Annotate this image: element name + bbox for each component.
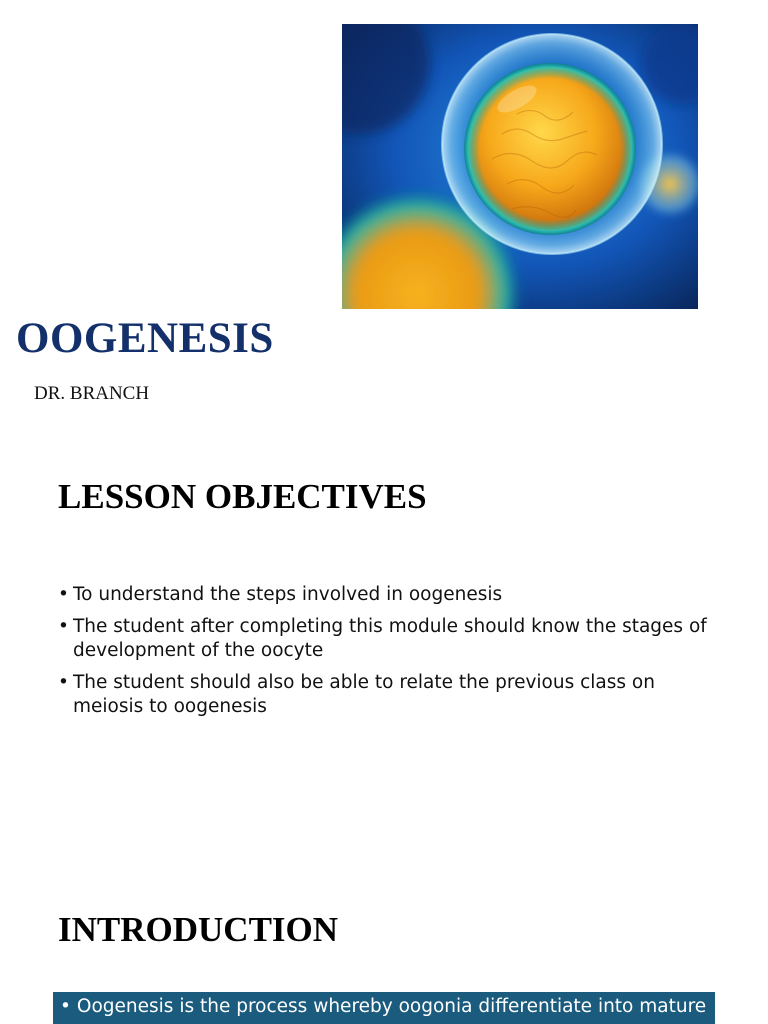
- list-item: • To understand the steps involved in oogenesis: [58, 583, 718, 607]
- objectives-slide: [0, 432, 768, 864]
- title-slide: [0, 0, 768, 432]
- introduction-heading: INTRODUCTION: [58, 910, 339, 949]
- bullet-icon: •: [60, 996, 71, 1017]
- introduction-text-box: [53, 992, 715, 1024]
- cell-illustration: [342, 24, 698, 309]
- list-item: • The student should also be able to relate the previous class on meiosis to oogenesis: [58, 671, 718, 719]
- introduction-text: Oogenesis is the process whereby oogonia differentiate into mature: [76, 996, 707, 1017]
- cell-photo: [342, 24, 698, 309]
- introduction-slide: [0, 864, 768, 1024]
- objectives-heading: LESSON OBJECTIVES: [58, 477, 427, 516]
- author-name: DR. BRANCH: [34, 383, 150, 404]
- presentation-title: OOGENESIS: [16, 315, 274, 362]
- objectives-list: [58, 583, 718, 727]
- list-item: • The student after completing this module should know the stages of development of the oocyte: [58, 615, 718, 663]
